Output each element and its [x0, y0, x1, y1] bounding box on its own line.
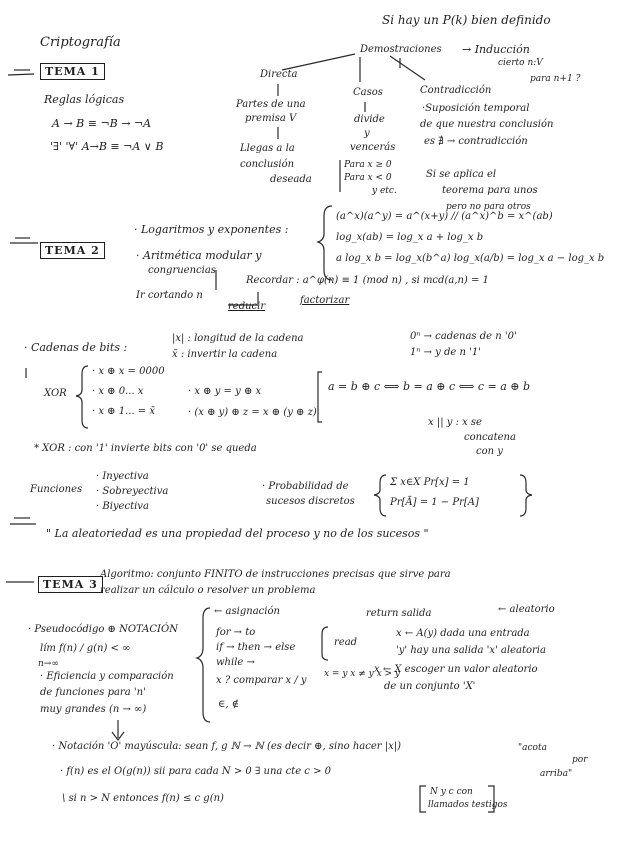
aplica-line2: teorema para unos: [442, 185, 538, 196]
casos-line1: divide: [354, 114, 385, 125]
for-label: for → to: [216, 627, 256, 638]
directa-line1: Partes de una: [236, 99, 306, 110]
recordar-line: Recordar : a^φ(n) ≡ 1 (mod n) , si mcd(a,n) = 1: [246, 275, 489, 286]
probabilidad-label: · Probabilidad de: [262, 481, 349, 492]
concat-line1: x || y : x se: [428, 417, 482, 428]
aplica-line1: Si se aplica el: [426, 169, 497, 180]
contradiccion-line1: ·Suposición temporal: [422, 103, 530, 114]
rule-contrapositive: A → B ≡ ¬B → ¬A: [52, 117, 152, 130]
prob-formula1: Σ x∈X Pr[x] = 1: [390, 477, 470, 488]
tema1-box: TEMA 1: [40, 63, 105, 80]
directa-line3: Llegas a la: [240, 143, 295, 154]
if-label: if → then → else: [216, 642, 296, 653]
casos-line6: y etc.: [372, 186, 397, 196]
directa-line4: conclusión: [240, 159, 295, 170]
testigos-line2: llamados testigos: [428, 800, 508, 810]
asignacion-label: ← asignación: [214, 606, 280, 617]
xor-right: a = b ⊕ c ⟺ b = a ⊕ c ⟺ c = a ⊕ b: [328, 380, 531, 393]
concat-line3: con y: [476, 446, 503, 457]
pertenece-label: ∈, ∉: [218, 699, 240, 710]
contradiccion-line3: es ∄ → contradicción: [424, 136, 528, 147]
read-label: read: [334, 637, 358, 648]
while-label: while →: [216, 657, 255, 668]
aritmetica-line1: · Aritmética modular y: [136, 249, 262, 262]
casos-line3: vencerás: [350, 142, 396, 153]
cadenas-right2: 1ⁿ → y de n '1': [410, 347, 481, 358]
contradiccion-line2: de que nuestra conclusión: [420, 119, 554, 130]
casos-line2: y: [364, 128, 370, 139]
casos-line5: Para x < 0: [344, 173, 392, 183]
log-formula1: (a^x)(a^y) = a^(x+y) // (a^x)^b = x^(ab): [336, 211, 553, 222]
tema2-box: TEMA 2: [40, 242, 105, 259]
contradiccion-label: Contradicción: [420, 85, 492, 96]
escoger-line1: x ← X escoger un valor aleatorio: [374, 664, 538, 675]
testigos-line1: N y c con: [430, 787, 473, 797]
factorizar-label: factorizar: [300, 295, 350, 306]
aleatoriedad-quote: " La aleatoriedad es una propiedad del proceso y no de los sucesos ": [46, 527, 429, 540]
directa-line2: premisa V: [245, 113, 297, 124]
aleatorio-label: ← aleatorio: [498, 604, 555, 615]
funciones-label: Funciones: [30, 484, 83, 495]
funcion-sobreyectiva: · Sobreyectiva: [96, 486, 169, 497]
xor-middle1: · x ⊕ y = y ⊕ x: [188, 386, 262, 397]
page-title: Criptografía: [40, 35, 121, 50]
xor-middle2: · (x ⊕ y) ⊕ z = x ⊕ (y ⊕ z): [188, 407, 317, 418]
cadenas-right1: 0ⁿ → cadenas de n '0': [410, 331, 517, 342]
xor-line1: · x ⊕ x = 0000: [92, 366, 165, 377]
eficiencia-line2: de funciones para 'n': [40, 687, 146, 698]
xor-line2: · x ⊕ 0... x: [92, 386, 144, 397]
reglas-logicas: Reglas lógicas: [44, 93, 125, 106]
acota-line2: por: [572, 755, 588, 765]
algoritmo-line2: realizar un cálculo o resolver un problema: [100, 585, 316, 596]
acota-line3: arriba": [540, 769, 573, 779]
limite-formula: lím f(n) / g(n) < ∞: [40, 643, 131, 654]
aplica-line3: pero no para otros: [446, 202, 531, 212]
rule-quantifiers: '∃' '∀' A→B ≡ ¬A ∨ B: [50, 140, 164, 153]
log-formula3: a log_x b = log_x(b^a) log_x(a/b) = log_x a − log_x b: [336, 253, 605, 264]
eficiencia-line1: · Eficiencia y comparación: [40, 671, 174, 682]
notacion-line2: · f(n) es el O(g(n)) sii para cada N > 0 ∃ una cte c > 0: [60, 766, 331, 777]
induccion-label: → Inducción: [462, 43, 530, 56]
cortando-line: Ir cortando n: [136, 290, 203, 301]
notacion-line1: · Notación 'O' mayúscula: sean f, g ℕ → ℕ (es decir ⊕, sino hacer |x|): [52, 741, 402, 752]
reducir-label: reducir: [228, 301, 266, 312]
cadenas-line1: |x| : longitud de la cadena: [172, 333, 304, 344]
cadenas-label: · Cadenas de bits :: [24, 341, 128, 354]
comparar-label: x ? comparar x / y: [216, 675, 307, 686]
induccion-sub2: para n+1 ?: [530, 74, 581, 84]
return-label: return salida: [366, 608, 432, 619]
directa-label: Directa: [260, 69, 298, 80]
eficiencia-line3: muy grandes (n → ∞): [40, 704, 147, 715]
funcion-inyectiva: · Inyectiva: [96, 471, 149, 482]
xor-note: * XOR : con '1' invierte bits con '0' se queda: [34, 443, 257, 454]
algoritmo-line1: Algoritmo: conjunto FINITO de instrucciones precisas que sirve para: [100, 569, 451, 580]
header-note: Si hay un P(k) bien definido: [382, 13, 551, 27]
acota-line1: "acota: [518, 743, 547, 753]
xor-label: XOR: [44, 388, 67, 399]
casos-label: Casos: [353, 87, 383, 98]
probabilidad-label2: sucesos discretos: [266, 496, 355, 507]
notacion-line3: \ si n > N entonces f(n) ≤ c g(n): [62, 793, 224, 804]
xor-line3: · x ⊕ 1... = x̄: [92, 406, 156, 417]
read-right2: 'y' hay una salida 'x' aleatoria: [396, 645, 546, 656]
pseudocodigo-label: · Pseudocódigo ⊕ NOTACIÓN: [28, 624, 178, 635]
concat-line2: concatena: [464, 432, 516, 443]
escoger-line2: de un conjunto 'X': [384, 681, 476, 692]
comparar-options: x = y x ≠ y x > y: [324, 669, 400, 679]
cadenas-line2: x̄ : invertir la cadena: [172, 349, 278, 360]
limite-sub: n→∞: [38, 659, 59, 669]
read-right1: x ← A(y) dada una entrada: [396, 628, 530, 639]
prob-formula2: Pr[Ā] = 1 − Pr[A]: [390, 497, 479, 508]
aritmetica-line2: congruencias: [148, 265, 216, 276]
demostraciones-label: Demostraciones: [360, 44, 442, 55]
tema3-box: TEMA 3: [38, 576, 103, 593]
casos-line4: Para x ≥ 0: [344, 160, 392, 170]
log-formula2: log_x(ab) = log_x a + log_x b: [336, 232, 484, 243]
funcion-biyectiva: · Biyectiva: [96, 501, 149, 512]
induccion-sub1: cierto n:V: [498, 58, 543, 68]
logaritmos-label: · Logaritmos y exponentes :: [134, 223, 289, 236]
directa-line5: deseada: [270, 174, 312, 185]
